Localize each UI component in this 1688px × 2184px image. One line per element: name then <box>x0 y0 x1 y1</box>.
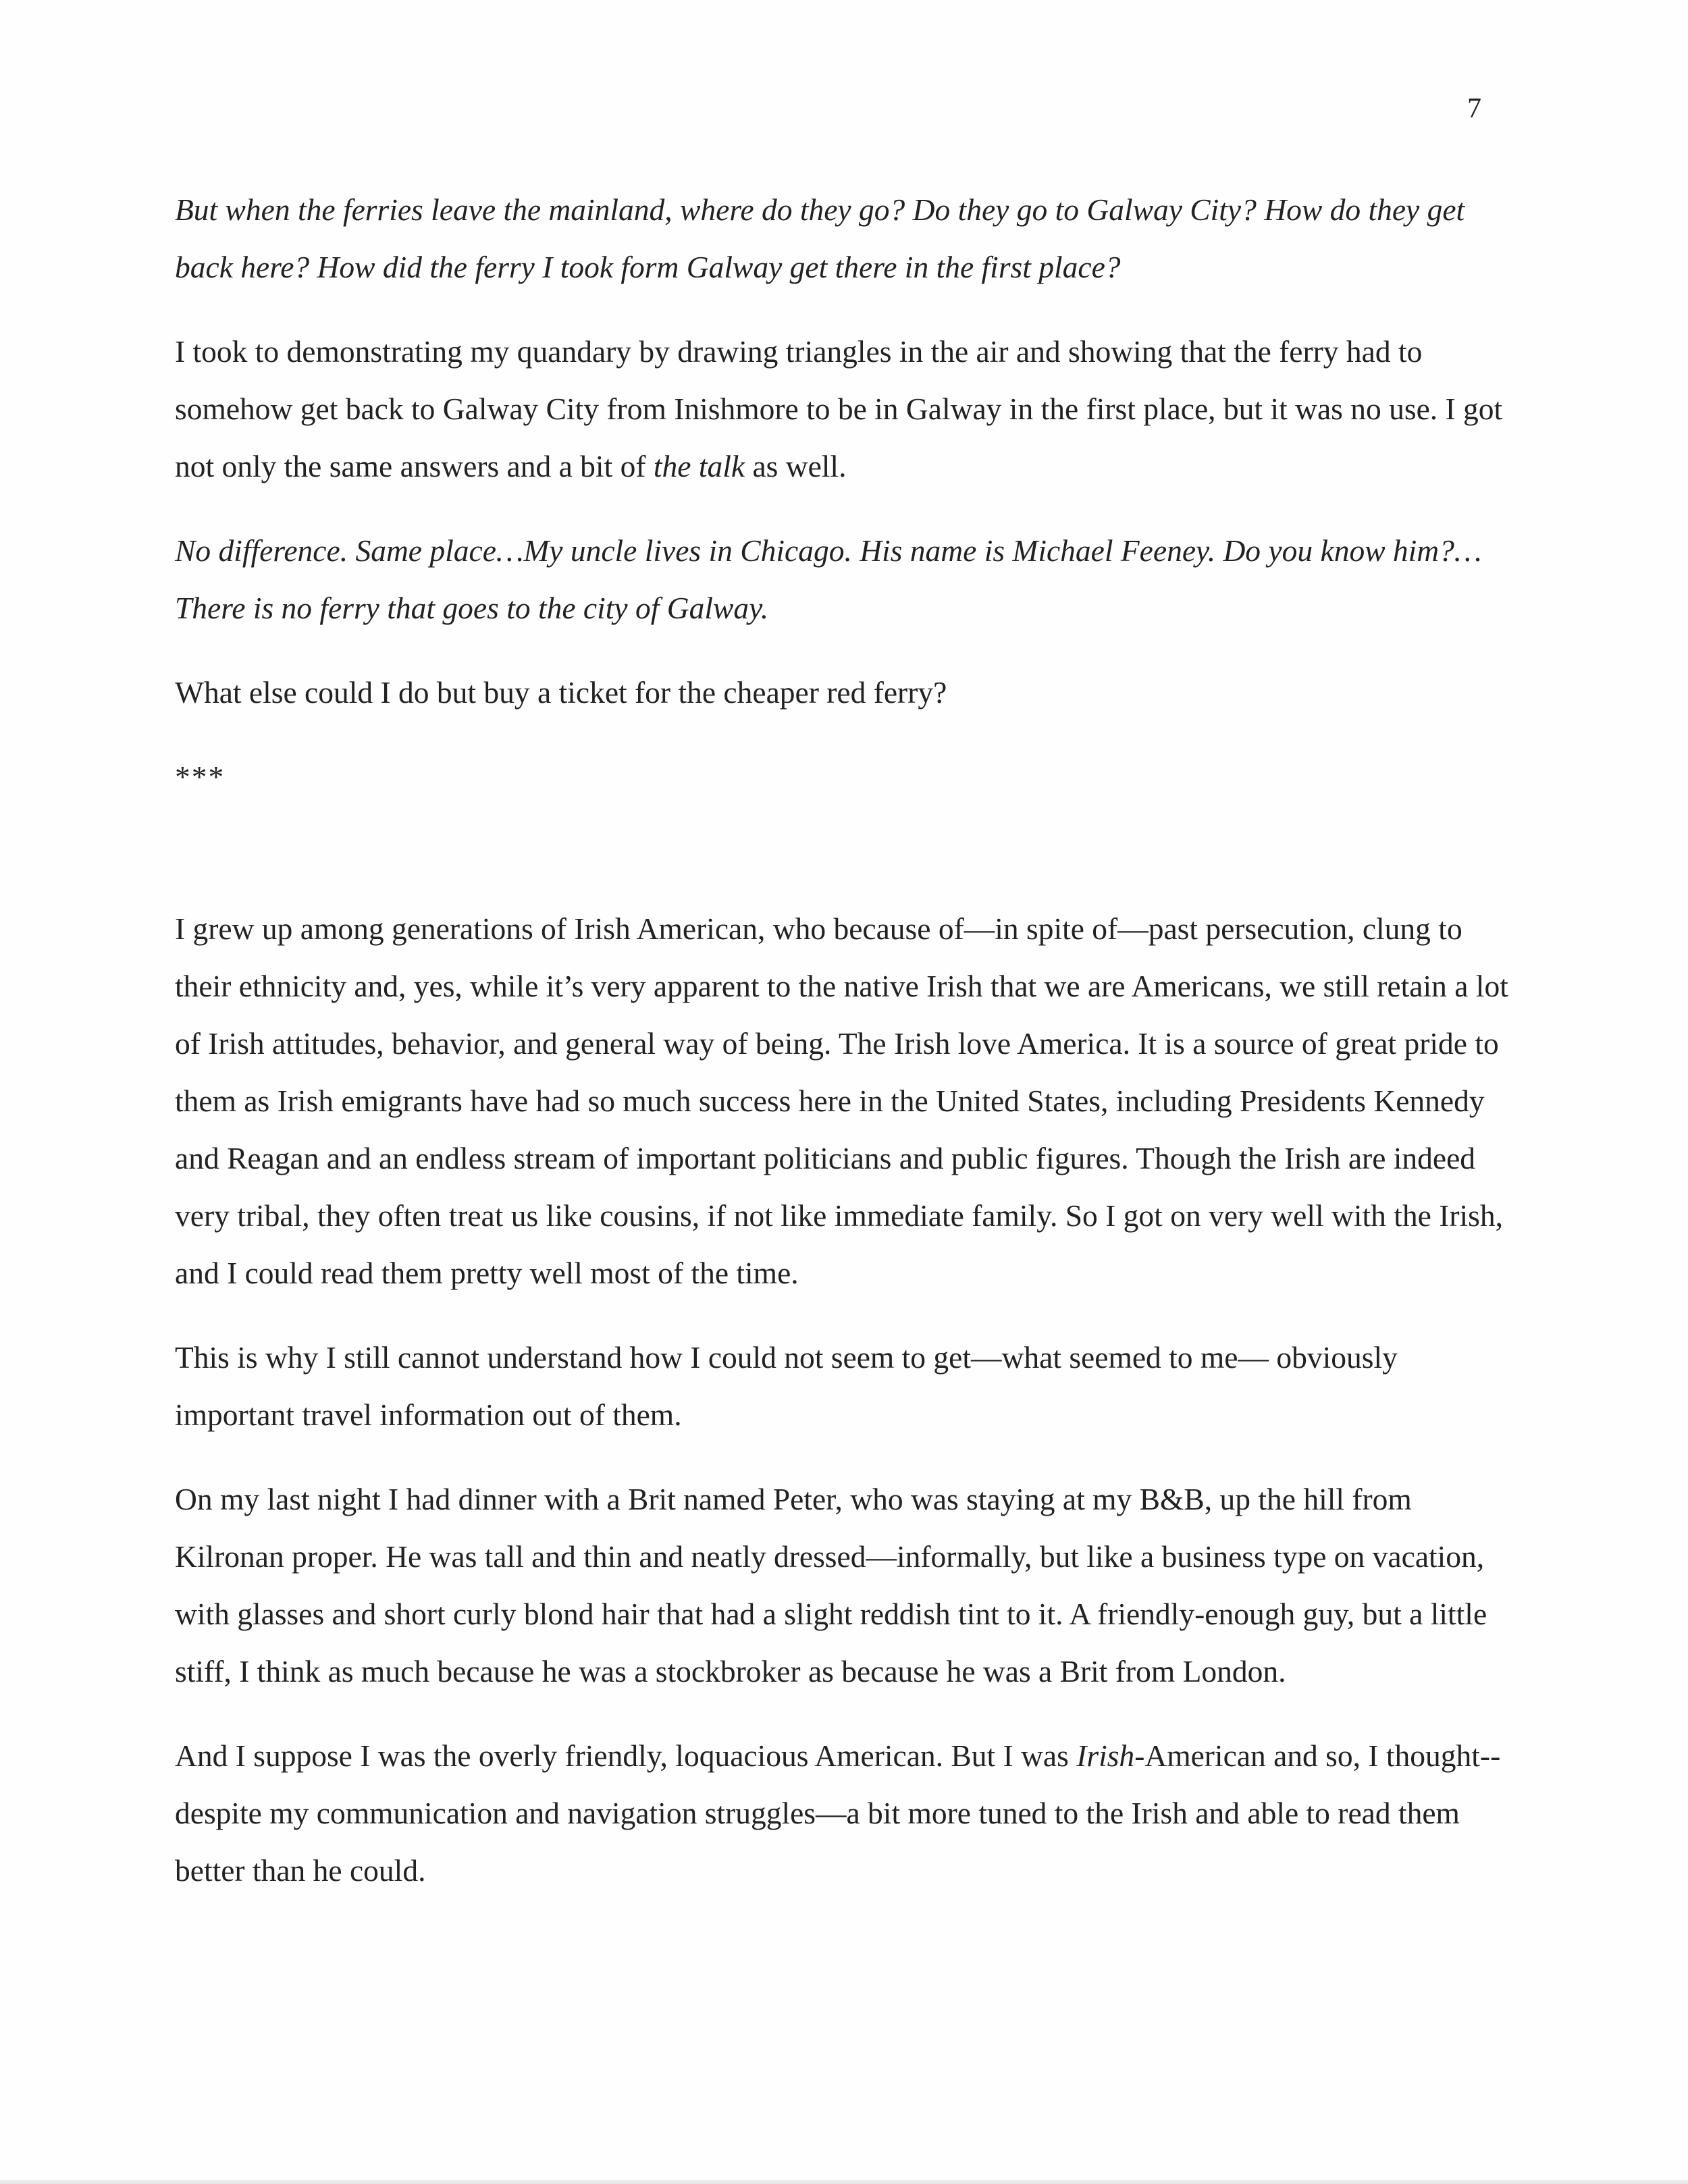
paragraph-loquacious-text: And I suppose I was the overly friendly, loquacious American. But I was <box>175 1738 1077 1773</box>
paragraph-loquacious-american <box>175 1727 1508 1899</box>
emphasis-irish: Irish <box>1076 1738 1135 1773</box>
paragraph-triangles-text: I took to demonstrating my quandary by drawing triangles in the air and showing that the ferry had to somehow get back to Galway City from Inishmore to be in Galway in the first place, but it was no use. I got not only the same answers and a bit of <box>175 334 1503 483</box>
section-separator: *** <box>175 760 226 794</box>
paragraph-ferry-questions: But when the ferries leave the mainland, where do they go? Do they go to Galway City? How do they get back here? How did the ferry I took form Galway get there in the first place? <box>175 192 1465 284</box>
paragraph-triangles <box>175 323 1508 495</box>
paragraph-red-ferry: What else could I do but buy a ticket for the cheaper red ferry? <box>175 675 947 710</box>
scan-bottom-edge <box>0 2180 1688 2184</box>
paragraph-irish-american: I grew up among generations of Irish American, who because of—in spite of—past persecution, clung to their ethnicity and, yes, while it’s very apparent to the native Irish that we are Americans, we still retain a lot of Irish attitudes, behavior, and general way of being. The Irish love America. It is a source of great pride to them as Irish emigrants have had so much success here in the United States, including Presidents Kennedy and Reagan and an endless stream of important politicians and public figures. Though the Irish are indeed very tribal, they often treat us like cousins, if not like immediate family. So I got on very well with the Irish, and I could read them pretty well most of the time. <box>175 911 1508 1290</box>
paragraph-travel-information: This is why I still cannot understand how I could not seem to get—what seemed to me— obviously important travel information out of them. <box>175 1340 1398 1432</box>
paragraph-triangles-end: as well. <box>745 449 847 483</box>
page-number: 7 <box>1467 93 1481 124</box>
paragraph-no-difference: No difference. Same place…My uncle lives in Chicago. His name is Michael Feeney. Do you know him?…There is no ferry that goes to the city of Galway. <box>175 533 1482 625</box>
paragraph-peter: On my last night I had dinner with a Brit named Peter, who was staying at my B&B, up the hill from Kilronan proper. He was tall and thin and neatly dressed—informally, but like a business type on vacation, with glasses and short curly blond hair that had a slight reddish tint to it. A friendly-enough guy, but a little stiff, I think as much because he was a stockbroker as because he was a Brit from London. <box>175 1482 1487 1688</box>
emphasis-the-talk: the talk <box>653 449 745 483</box>
paragraph-loquacious-end: -American and so, I thought--despite my communication and navigation struggles—a bit more tuned to the Irish and able to read them better than he could. <box>175 1738 1501 1888</box>
document-body <box>175 181 1508 1926</box>
